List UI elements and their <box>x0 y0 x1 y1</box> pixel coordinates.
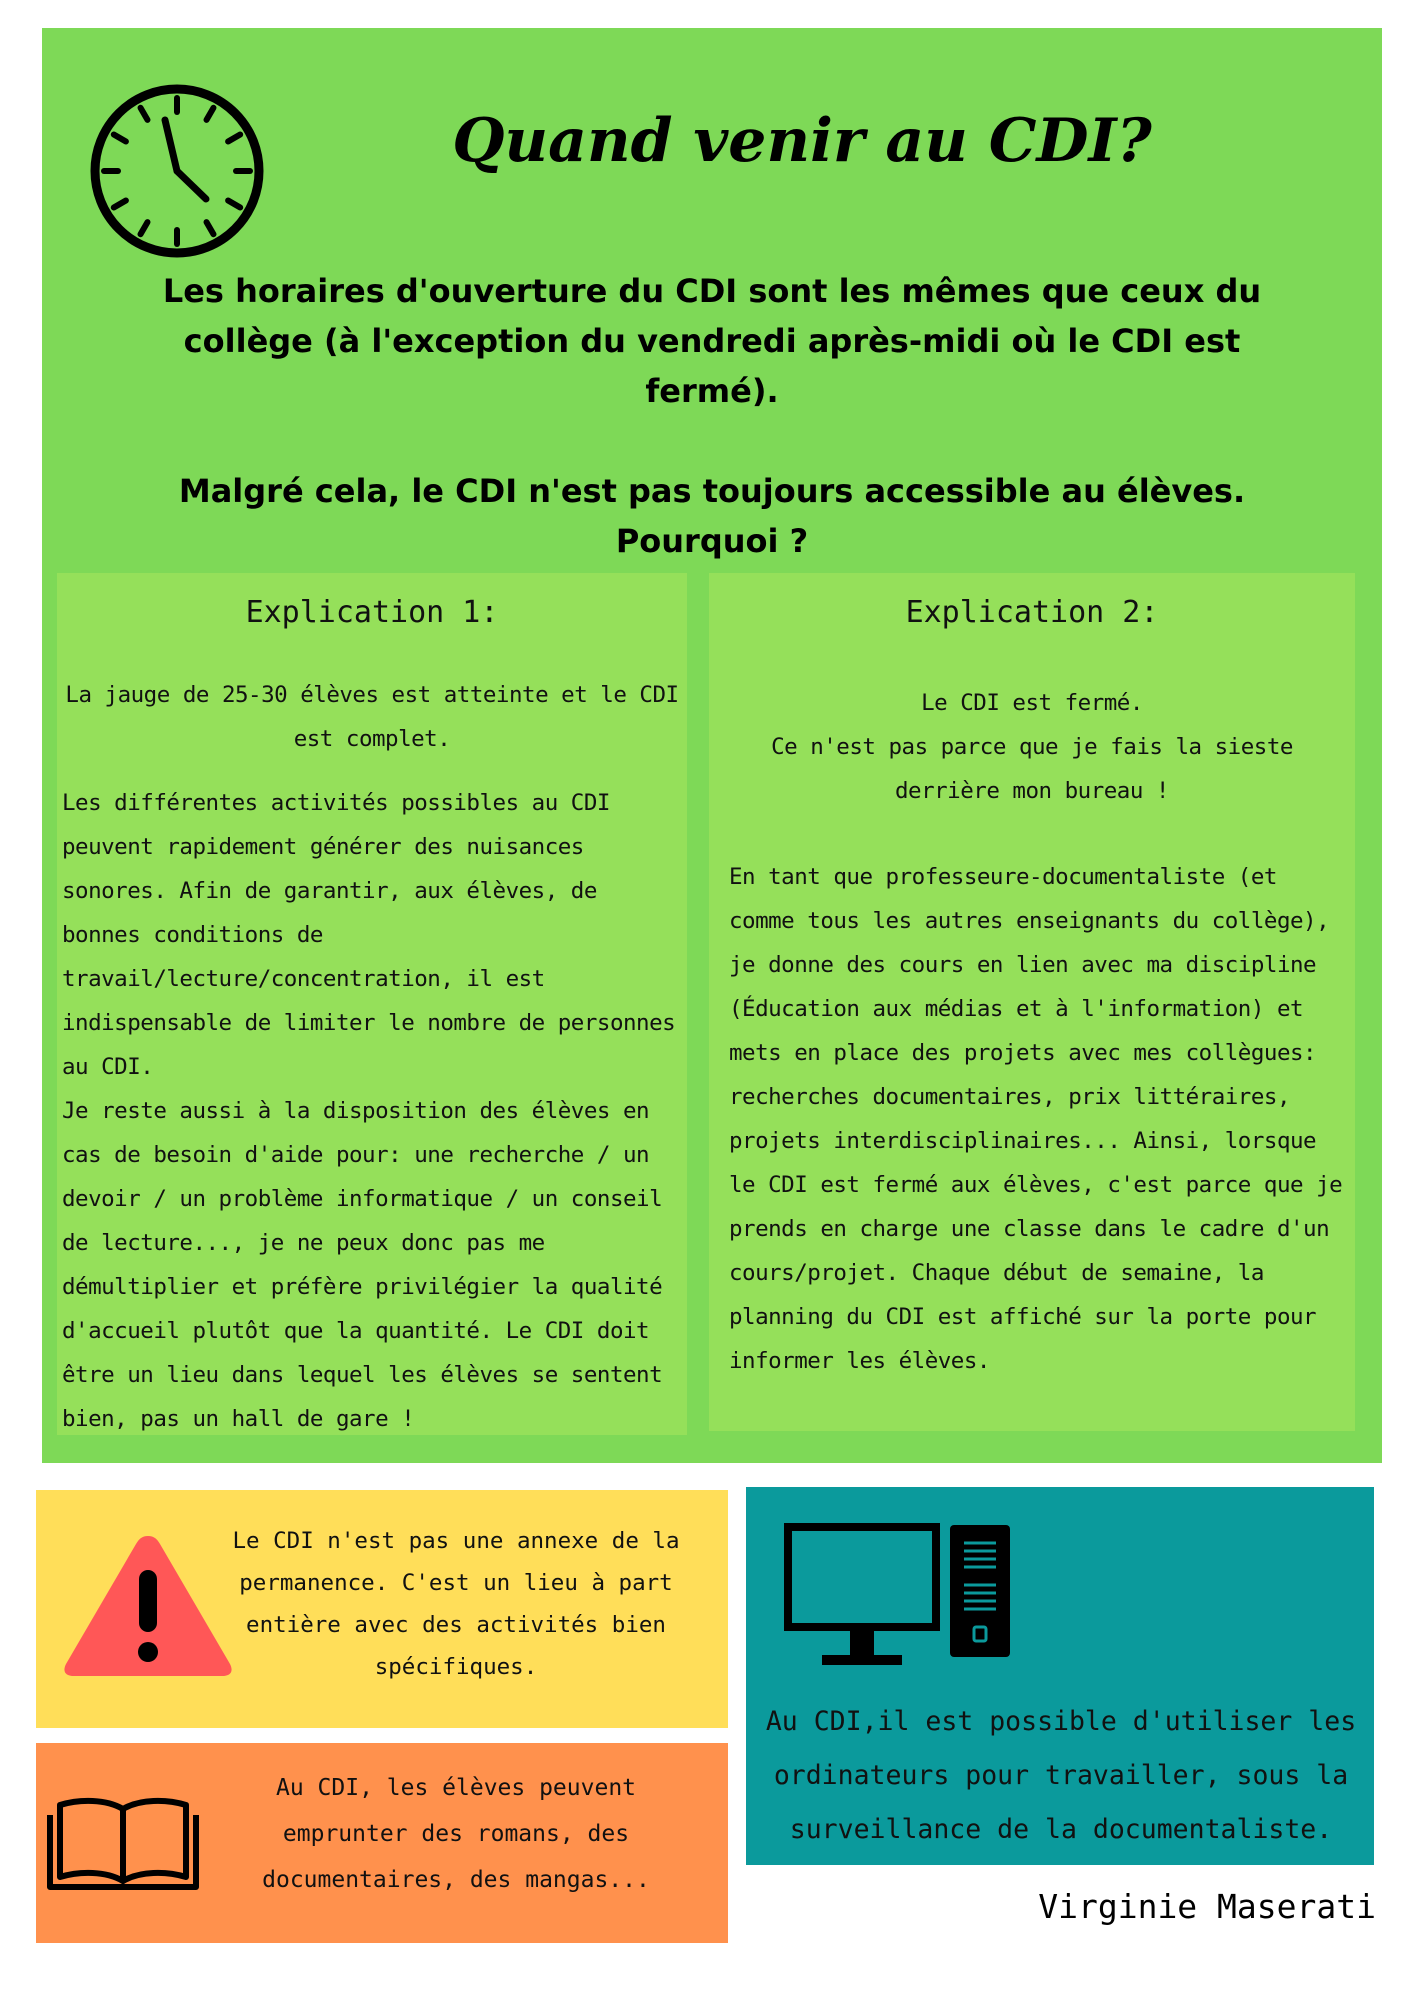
explanation-2-lead-1: Le CDI est fermé. <box>921 690 1143 716</box>
book-text: Au CDI, les élèves peuvent emprunter des romans, des documentaires, des mangas... <box>262 1775 650 1893</box>
explanation-2-heading: Explication 2: <box>905 595 1159 630</box>
computer-box <box>746 1487 1374 1865</box>
explanation-2-lead <box>709 633 1355 813</box>
explanation-1-paragraph-1: Les différentes activités possibles au CDI peuvent rapidement générer des nuisances sonores. Afin de garantir, aux élèves, de bonnes conditions de travail/lecture/concentration, il est indispensable de limiter le nombre de personnes au CDI. <box>62 790 676 1080</box>
warning-text: Le CDI n'est pas une annexe de la permanence. C'est un lieu à part entière avec des activités bien spécifiques. <box>232 1528 680 1680</box>
intro-text <box>122 266 1302 566</box>
explanation-2-box <box>709 573 1355 1431</box>
explanation-1-paragraph-2: Je reste aussi à la disposition des élèves en cas de besoin d'aide pour: une recherche / un devoir / un problème informatique / un conseil de lecture..., je ne peux donc pas me démultiplier et préfère privilégier la qualité d'accueil plutôt que la quantité. Le CDI doit être un lieu dans lequel les élèves se sentent bien, pas un hall de gare ! <box>62 1098 663 1432</box>
explanation-2-paragraph: En tant que professeure-documentaliste (et comme tous les autres enseignants du collège), je donne des cours en lien avec ma discipline (Éducation aux médias et à l'information) et mets en place des projets avec mes collègues: recherches documentaires, prix littéraires, projets interdisciplinaires... Ainsi, lorsque le CDI est fermé aux élèves, c'est parce que je prends en charge une classe dans le cadre d'un cours/projet. Chaque début de semaine, la planning du CDI est affiché sur la porte pour informer les élèves. <box>729 864 1343 1374</box>
clock-icon <box>82 76 272 266</box>
warning-box <box>36 1490 728 1728</box>
explanation-2-body <box>709 813 1355 1383</box>
computer-text: Au CDI,il est possible d'utiliser les ordinateurs pour travailler, sous la surveillance de la documentaliste. <box>765 1706 1357 1845</box>
explanation-1-heading: Explication 1: <box>245 595 499 630</box>
access-question-text: Malgré cela, le CDI n'est pas toujours accessible au élèves. Pourquoi ? <box>178 472 1246 560</box>
explanation-1-body <box>57 761 687 1441</box>
explanation-2-lead-2: Ce n'est pas parce que je fais la sieste derrière mon bureau ! <box>771 734 1293 804</box>
page-title: Quand venir au CDI? <box>452 106 1152 176</box>
computer-tower-icon <box>948 1523 1012 1659</box>
explanation-1-lead: La jauge de 25-30 élèves est atteinte et le CDI est complet. <box>65 682 679 752</box>
top-panel <box>42 28 1382 1463</box>
book-icon <box>46 1793 200 1893</box>
explanation-1-box <box>57 573 687 1435</box>
author-name: Virginie Maserati <box>1038 1887 1376 1926</box>
monitor-icon <box>784 1523 940 1673</box>
opening-hours-text: Les horaires d'ouverture du CDI sont les mêmes que ceux du collège (à l'exception du vendredi après-midi où le CDI est fermé). <box>162 272 1262 410</box>
warning-icon <box>60 1530 236 1680</box>
book-box <box>36 1743 728 1943</box>
